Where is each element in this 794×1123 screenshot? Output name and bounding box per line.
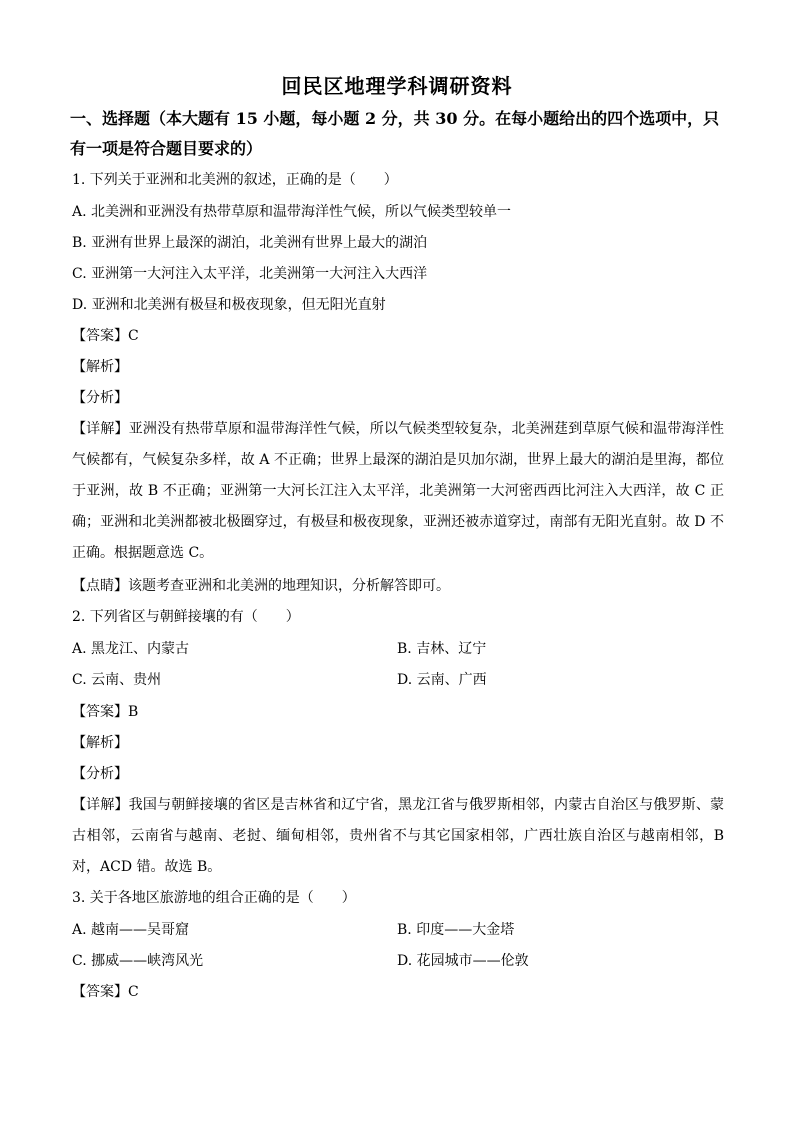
- question-2-stem: 2. 下列省区与朝鲜接壤的有（ ）: [72, 609, 300, 625]
- question-1-answer: 【答案】C: [72, 328, 139, 344]
- question-1-option-b: B. 亚洲有世界上最深的湖泊，北美洲有世界上最大的湖泊: [72, 235, 428, 251]
- question-1-option-a: A. 北美洲和亚洲没有热带草原和温带海洋性气候，所以气候类型较单一: [72, 204, 512, 220]
- question-1-detail: 【详解】亚洲没有热带草原和温带海洋性气候，所以气候类型较复杂，北美洲莛到草原气候和温带海洋性气候都有，气候复杂多样，故 A 不正确；世界上最深的湖泊是贝加尔湖，世界上最大的湖泊是里海，都位于亚洲，故 B 不正确；亚洲第一大河长江注入太平洋，北美洲第一大河密西西比河注入大西洋，故 C 正确；亚洲和北美洲都被北极圈穿过，有极昼和极夜现象，亚洲还被赤道穿过，南部有无阳光直射。故 D 不正确。根据题意选 C。: [72, 421, 724, 561]
- question-2-answer: 【答案】B: [72, 704, 139, 720]
- question-2-option-b: B. 吉林、辽宁: [397, 641, 487, 657]
- section-heading: 一、选择题（本大题有 15 小题，每小题 2 分，共 30 分。在每小题给出的四个选项中，只有一项是符合题目要求的）: [70, 109, 720, 158]
- question-2-jiexi: 【解析】: [72, 735, 128, 751]
- question-3-stem: 3. 关于各地区旅游地的组合正确的是（ ）: [72, 890, 356, 906]
- question-1-option-d: D. 亚洲和北美洲有极昼和极夜现象，但无阳光直射: [72, 297, 386, 313]
- question-2-option-d: D. 云南、广西: [397, 672, 487, 688]
- question-3-option-d: D. 花园城市——伦敦: [397, 953, 529, 969]
- question-2-option-a: A. 黑龙江、内蒙古: [72, 641, 190, 657]
- page-title: 回民区地理学科调研资料: [281, 74, 513, 98]
- question-1-fenxi: 【分析】: [72, 390, 128, 406]
- question-2-option-c: C. 云南、贵州: [72, 672, 162, 688]
- question-3-option-c: C. 挪威——峡湾风光: [72, 953, 204, 969]
- question-1-dianjing: 【点睛】该题考查亚洲和北美洲的地理知识，分析解答即可。: [72, 578, 450, 594]
- question-3-option-a: A. 越南——吴哥窟: [72, 922, 190, 938]
- question-2-fenxi: 【分析】: [72, 766, 128, 782]
- question-3-answer: 【答案】C: [72, 984, 139, 1000]
- question-3-option-b: B. 印度——大金塔: [397, 922, 515, 938]
- question-1-stem: 1. 下列关于亚洲和北美洲的叙述，正确的是（ ）: [72, 172, 398, 188]
- question-1-jiexi: 【解析】: [72, 359, 128, 375]
- question-1-option-c: C. 亚洲第一大河注入太平洋，北美洲第一大河注入大西洋: [72, 266, 428, 282]
- question-2-detail: 【详解】我国与朝鲜接壤的省区是吉林省和辽宁省，黑龙江省与俄罗斯相邻，内蒙古自治区与俄罗斯、蒙古相邻，云南省与越南、老挝、缅甸相邻，贵州省不与其它国家相邻，广西壮族自治区与越南相邻，B 对，ACD 错。故选 B。: [72, 797, 724, 875]
